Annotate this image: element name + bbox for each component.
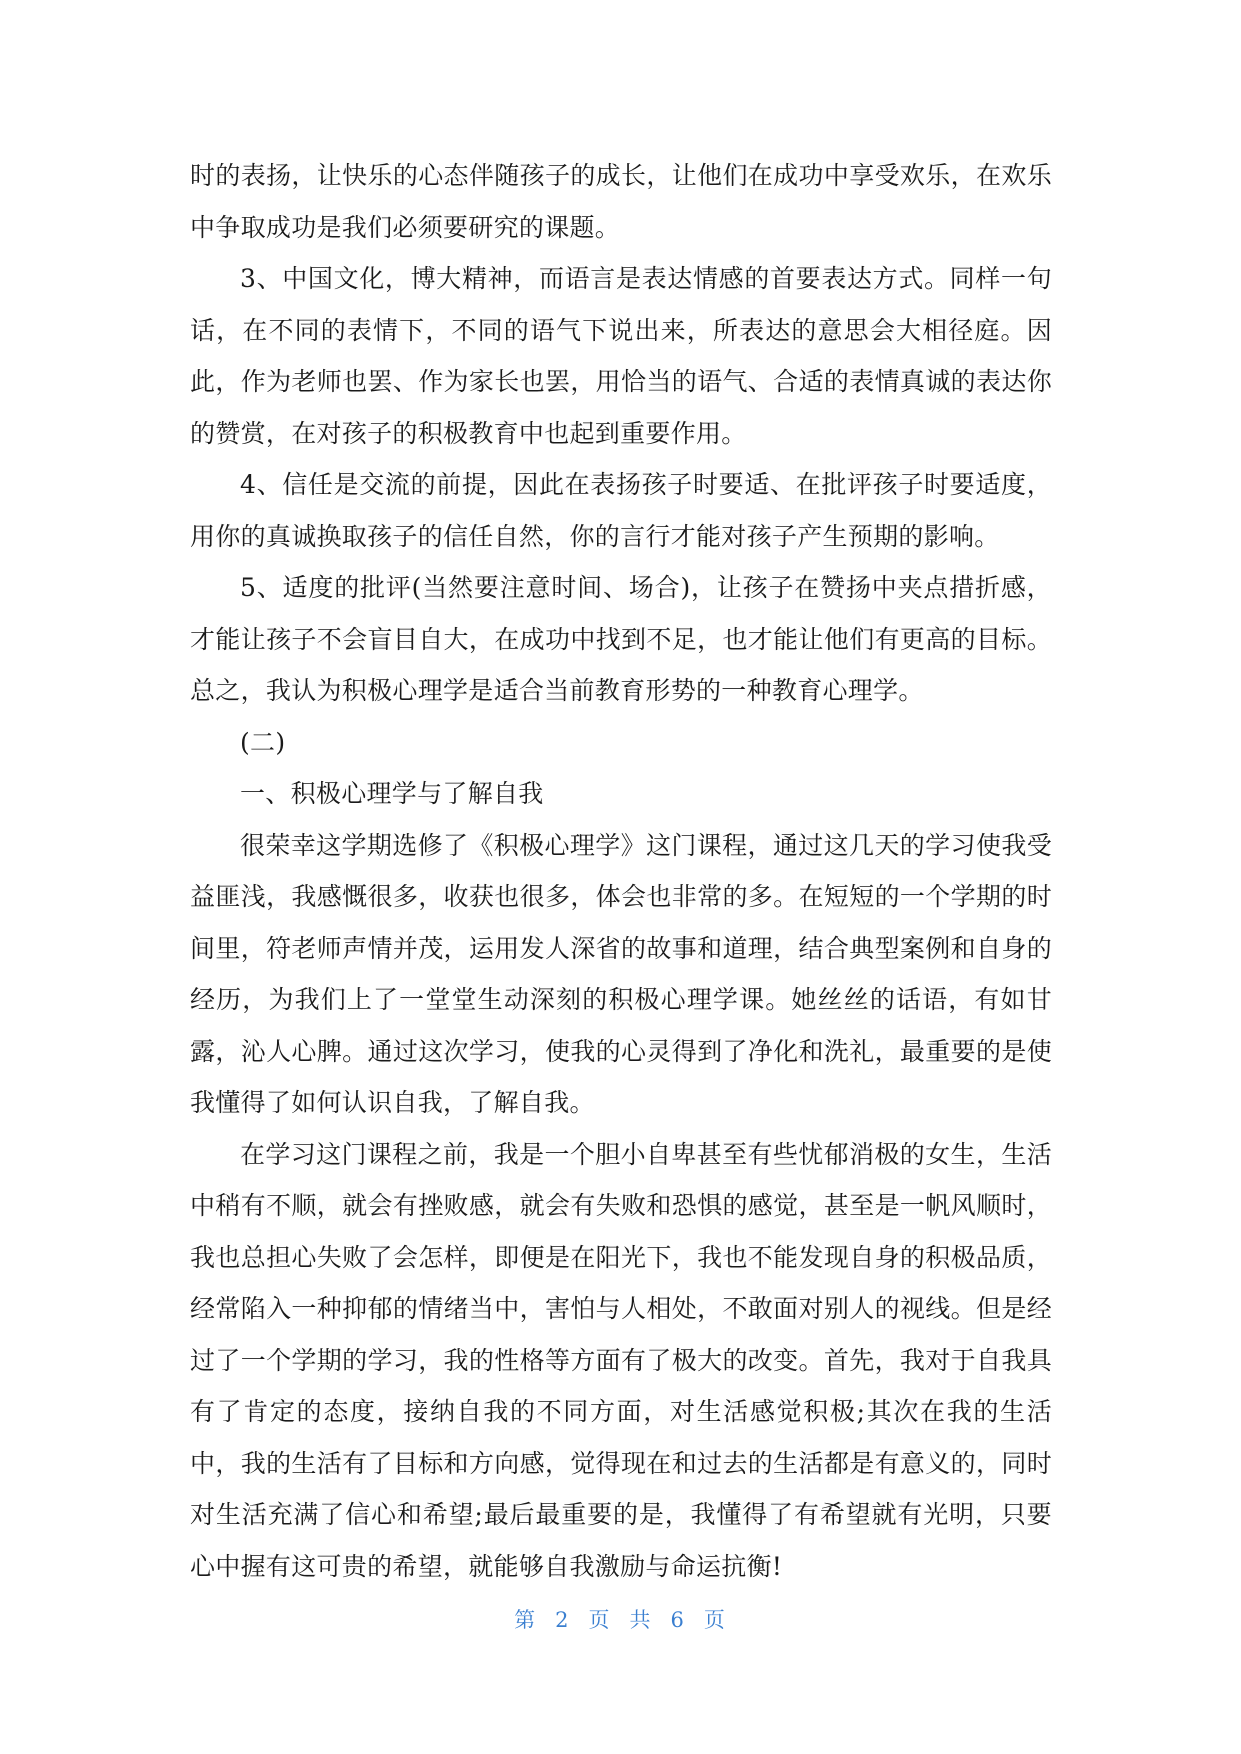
page-label: 页 — [588, 1608, 612, 1632]
current-page-number: 2 — [555, 1608, 571, 1632]
section-heading: (二) — [240, 727, 286, 757]
paragraph: 5、适度的批评(当然要注意时间、场合)，让孩子在赞扬中夹点措折感，才能让孩子不会盲目自大，在成功中找到不足，也才能让他们有更高的目标。 总之，我认为积极心理学是适合当前教育形势的一种教育心理学。 — [190, 573, 1052, 705]
page-label: 页 — [703, 1608, 727, 1632]
page-label: 共 — [629, 1608, 653, 1632]
paragraph: 4、信任是交流的前提，因此在表扬孩子时要适、在批评孩子时要适度，用你的真诚换取孩子的信任自然，你的言行才能对孩子产生预期的影响。 — [190, 470, 1052, 551]
paragraph: 在学习这门课程之前，我是一个胆小自卑甚至有些忧郁消极的女生，生活中稍有不顺，就会有挫败感，就会有失败和恐惧的感觉，甚至是一帆风顺时，我也总担心失败了会怎样，即便是在阳光下，我也不能发现自身的积极品质，经常陷入一种抑郁的情绪当中，害怕与人相处，不敢面对别人的视线。但是经过了一个学期的学习，我的性格等方面有了极大的改变。首先，我对于自我具有了肯定的态度，接纳自我的不同方面，对生活感觉积极;其次在我的生活中，我的生活有了目标和方向感，觉得现在和过去的生活都是有意义的，同时对生活充满了信心和希望;最后最重要的是，我懂得了有希望就有光明，只要心中握有这可贵的希望，就能够自我激励与命运抗衡! — [190, 1139, 1052, 1581]
page-footer — [0, 1604, 1241, 1634]
page-label: 第 — [514, 1608, 538, 1632]
paragraph: 3、中国文化，博大精神，而语言是表达情感的首要表达方式。同样一句话，在不同的表情下，不同的语气下说出来，所表达的意思会大相径庭。因此，作为老师也罢、作为家长也罢，用恰当的语气、合适的表情真诚的表达你的赞赏，在对孩子的积极教育中也起到重要作用。 — [190, 264, 1052, 448]
paragraph: 很荣幸这学期选修了《积极心理学》这门课程，通过这几天的学习使我受益匪浅，我感慨很多，收获也很多，体会也非常的多。在短短的一个学期的时间里，符老师声情并茂，运用发人深省的故事和道理，结合典型案例和自身的经历，为我们上了一堂堂生动深刻的积极心理学课。她丝丝的话语，有如甘露，沁人心脾。通过这次学习，使我的心灵得到了净化和洗礼，最重要的是使我懂得了如何认识自我，了解自我。 — [190, 830, 1052, 1117]
total-pages-number: 6 — [670, 1608, 686, 1632]
document-body — [190, 150, 1052, 1592]
paragraph: 时的表扬，让快乐的心态伴随孩子的成长，让他们在成功中享受欢乐，在欢乐中争取成功是我们必须要研究的课题。 — [190, 161, 1052, 242]
subsection-heading: 一、积极心理学与了解自我 — [240, 779, 544, 808]
